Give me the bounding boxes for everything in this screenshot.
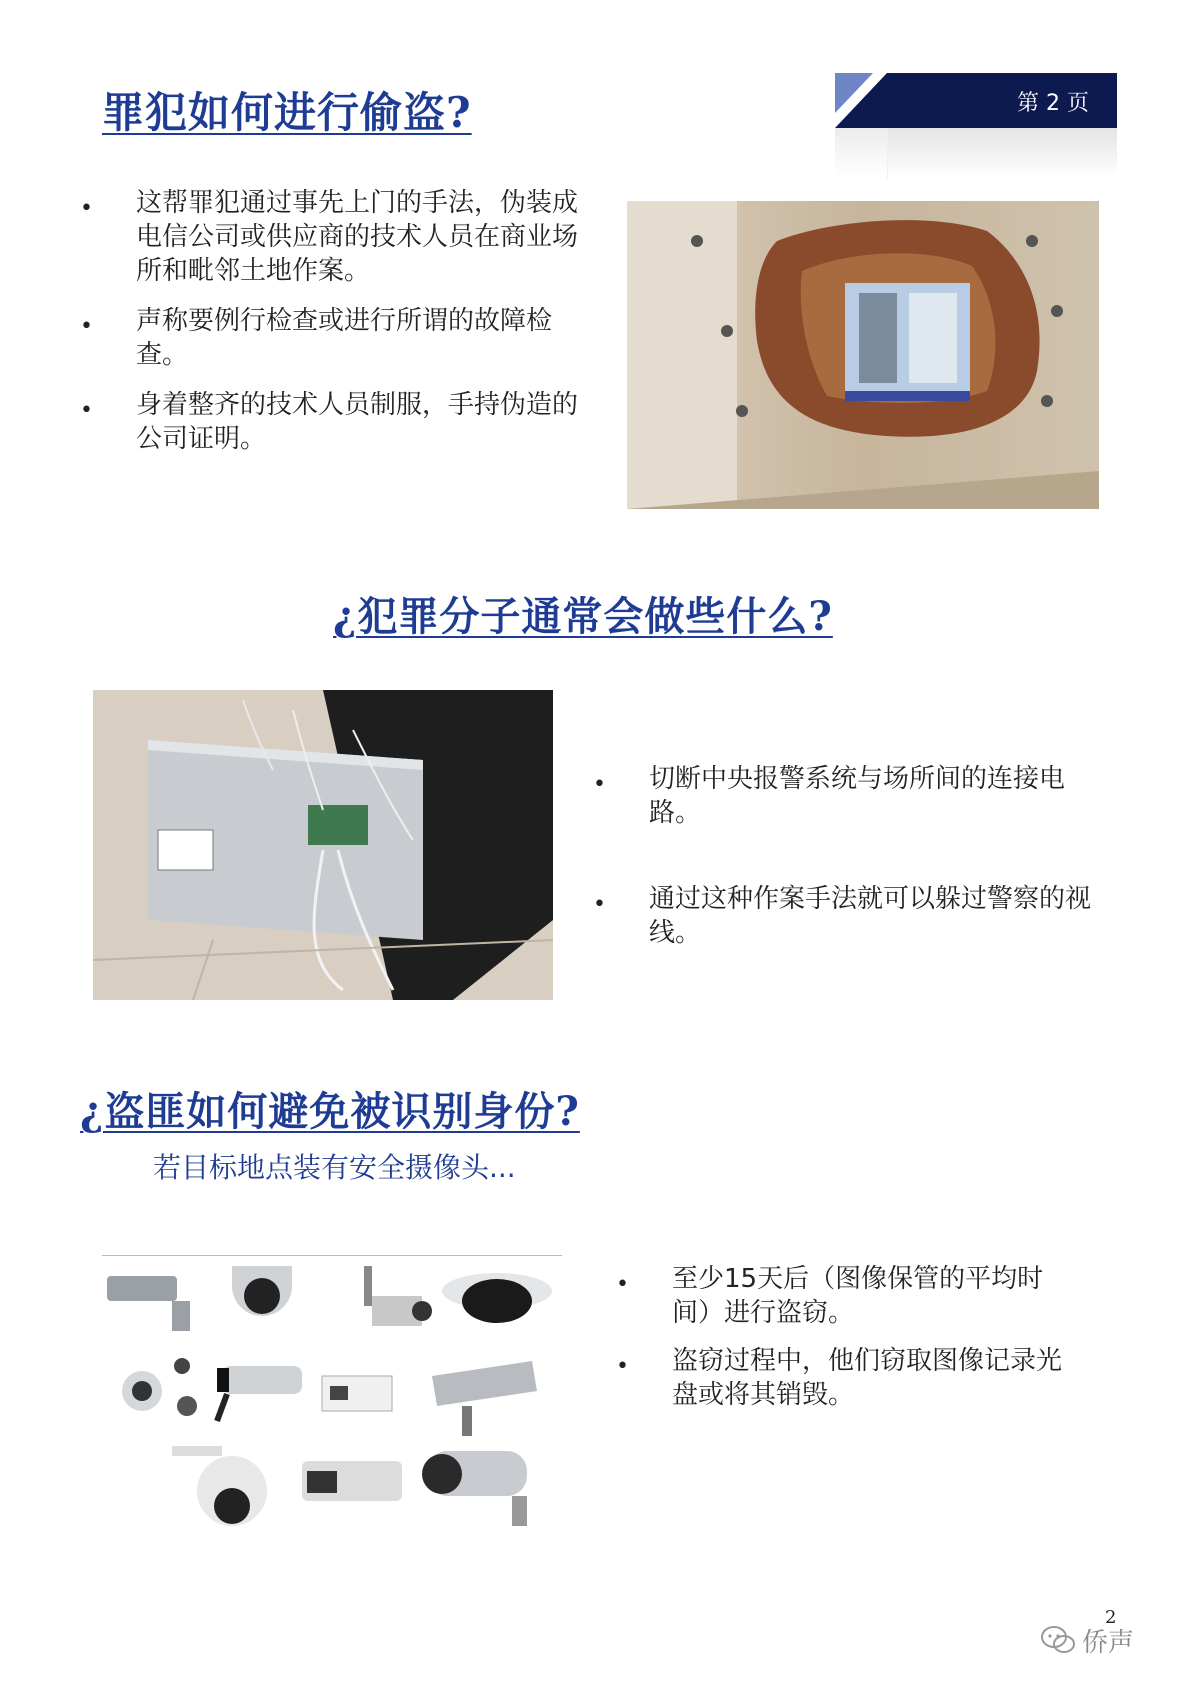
watermark-text: 侨声	[1082, 1627, 1135, 1658]
list-item: • 切断中央报警系统与场所间的连接电路。	[593, 764, 1066, 828]
list-item: • 声称要例行检查或进行所谓的故障检查。	[80, 306, 553, 370]
page-tab-accent	[835, 73, 873, 113]
section2-title: ¿犯罪分子通常会做些什么?	[333, 593, 833, 640]
bullet-icon: •	[80, 398, 93, 423]
page-label: 第 2 页	[1017, 91, 1089, 116]
bullet-icon: •	[593, 772, 606, 797]
page-tab	[835, 73, 1117, 128]
bullet-icon: •	[593, 892, 606, 917]
list-item: • 身着整齐的技术人员制服，手持伪造的公司证明。	[80, 390, 579, 454]
list-item: • 这帮罪犯通过事先上门的手法，伪装成电信公司或供应商的技术人员在商业场所和毗邻土地作案。	[80, 188, 579, 286]
watermark	[1040, 1620, 1134, 1660]
security-cameras-photo	[102, 1255, 562, 1536]
section3-title: ¿盗匪如何避免被识别身份?	[80, 1088, 580, 1135]
list-item: • 通过这种作案手法就可以躲过警察的视线。	[593, 884, 1092, 948]
section1-title: 罪犯如何进行偷盗?	[102, 88, 472, 137]
bullet-icon: •	[616, 1354, 629, 1379]
section3-bullet-list	[616, 1262, 1076, 1412]
page-tab-shadow	[835, 128, 1117, 178]
section1-bullet-list	[80, 186, 580, 456]
section3-subtitle: 若目标地点装有安全摄像头...	[153, 1151, 516, 1184]
bullet-icon: •	[80, 196, 93, 221]
list-item: • 盗窃过程中，他们窃取图像记录光盘或将其销毁。	[616, 1346, 1063, 1410]
alarm-panel-photo	[93, 690, 553, 1000]
wechat-icon	[1040, 1625, 1076, 1655]
page-number: 2	[1105, 1607, 1117, 1628]
bullet-icon: •	[616, 1272, 629, 1297]
list-item: • 至少15天后（图像保管的平均时间）进行盗窃。	[616, 1264, 1044, 1328]
wall-hole-photo	[627, 201, 1099, 509]
bullet-icon: •	[80, 314, 93, 339]
section2-bullet-list	[593, 762, 1093, 950]
